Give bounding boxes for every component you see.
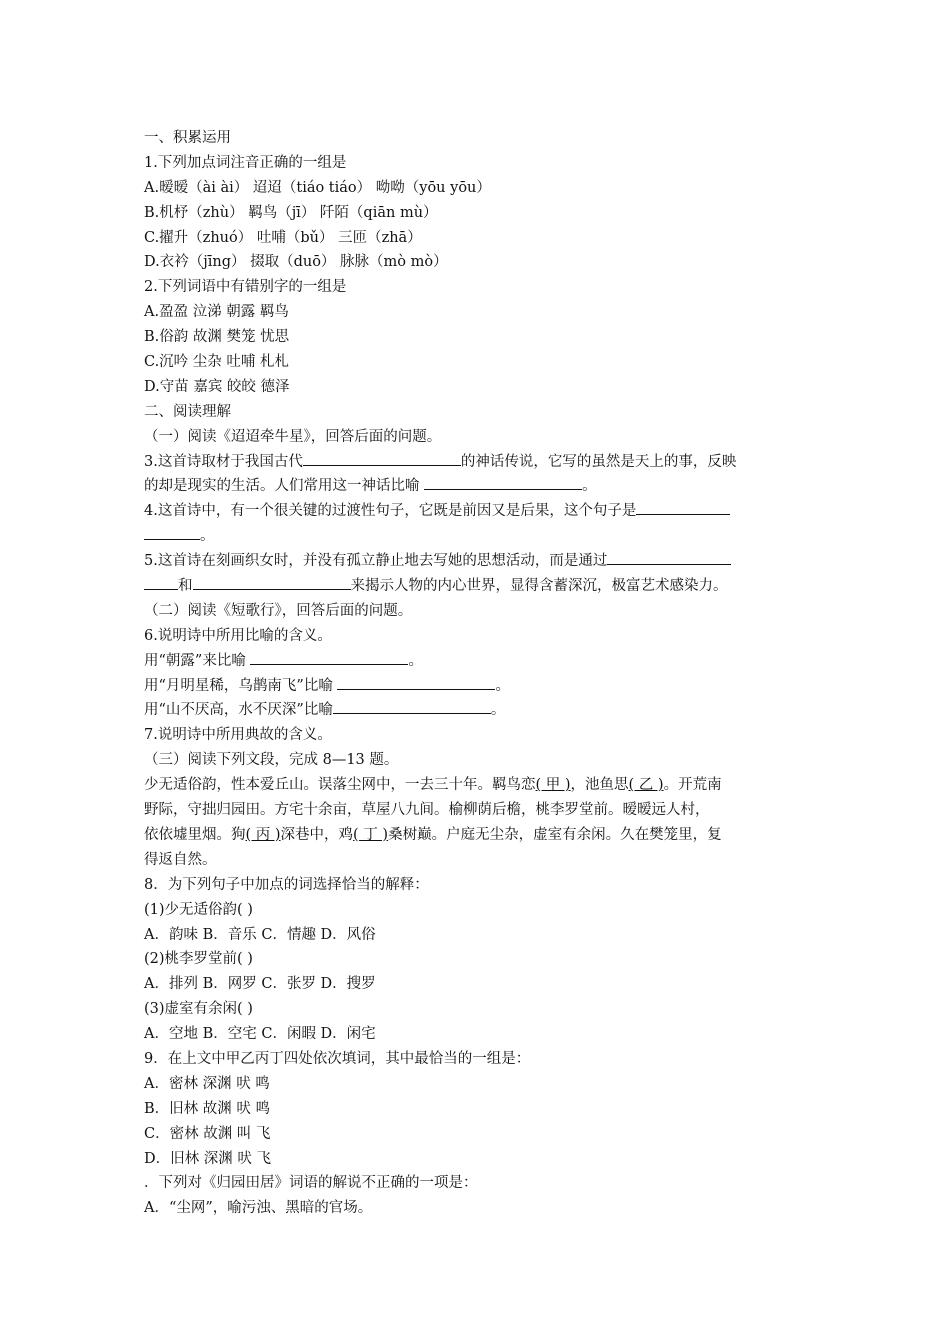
passage-2-heading: （二）阅读《短歌行》，回答后面的问题。	[144, 602, 413, 619]
question-7-stem: 7.说明诗中所用典故的含义。	[144, 727, 332, 744]
question-8-stem: 8．为下列句子中加点的词选择恰当的解释：	[144, 876, 429, 893]
answer-blank[interactable]	[144, 574, 178, 590]
question-1-stem: 1.下列加点词注音正确的一组是	[144, 154, 347, 171]
question-9-stem: 9．在上文中甲乙丙丁四处依次填词，其中最恰当的一组是：	[144, 1050, 531, 1067]
blank-marker-jia: ( 甲 )	[535, 777, 571, 794]
question-6-text-3: 用“山不厌高，水不厌深”比喻	[144, 702, 333, 719]
blank-marker-ding: ( 丁 )	[353, 826, 389, 843]
passage-3-line-2: 野际，守拙归园田。方宅十余亩，草屋八九间。榆柳荫后檐，桃李罗堂前。暧暧远人村，	[144, 802, 710, 819]
passage-3-line-1	[144, 773, 810, 798]
answer-blank[interactable]	[607, 549, 731, 565]
passage-text: 。开荒南	[663, 777, 722, 794]
passage-1-heading: （一）阅读《迢迢牵牛星》，回答后面的问题。	[144, 428, 442, 445]
question-8-sub-2: (2)桃李罗堂前( )	[144, 951, 253, 968]
question-6-end-3: 。	[490, 702, 506, 719]
answer-blank[interactable]	[424, 474, 582, 490]
question-3-text-1: 3.这首诗取材于我国古代	[144, 453, 303, 470]
question-9-option-b: B．旧林 故渊 吠 鸣	[144, 1100, 270, 1117]
passage-text: 桑树巅。户庭无尘杂，虚室有余闲。久在樊笼里，复	[388, 826, 722, 843]
passage-3-heading: （三）阅读下列文段，完成 8—13 题。	[144, 752, 399, 769]
question-6-line-3	[144, 698, 810, 723]
question-8-sub-3: (3)虚室有余闲( )	[144, 1001, 253, 1018]
question-6-text-1: 用“朝露”来比喻	[144, 652, 251, 669]
question-1-option-c: C.擢升（zhuó） 吐哺（bǔ） 三匝（zhā）	[144, 229, 422, 246]
passage-text: 依依墟里烟。狗	[144, 826, 246, 843]
blank-marker-yi: ( 乙 )	[628, 777, 664, 794]
question-3-text-2: 的神话传说，它写的虽然是天上的事，反映	[460, 453, 737, 470]
question-1-option-a: A.暧暧（ài ài） 迢迢（tiáo tiáo） 呦呦（yōu yōu）	[144, 179, 491, 196]
question-5-text-2: 来揭示人物的内心世界，显得含蓄深沉，极富艺术感染力。	[350, 578, 728, 595]
passage-text: 深巷中，鸡	[280, 826, 354, 843]
blank-marker-bing: ( 丙 )	[245, 826, 281, 843]
question-5-line-2	[144, 574, 810, 599]
answer-blank[interactable]	[333, 698, 491, 714]
section-heading-accumulation: 一、积累运用	[144, 130, 231, 146]
passage-text: 少无适俗韵，性本爱丘山。误落尘网中，一去三十年。羁鸟恋	[144, 777, 536, 794]
question-8-sub-1: (1)少无适俗韵( )	[144, 901, 253, 918]
question-10-option-a: A．“尘网”，喻污浊、黑暗的官场。	[144, 1200, 373, 1217]
question-6-line-1	[144, 649, 810, 674]
question-2-option-d: D.守苗 嘉宾 皎皎 德泽	[144, 378, 290, 395]
document-page	[144, 126, 810, 1221]
answer-blank[interactable]	[303, 450, 461, 466]
question-2-option-a: A.盈盈 泣涕 朝露 羁鸟	[144, 304, 289, 321]
question-4-line-1	[144, 499, 810, 524]
answer-blank[interactable]	[193, 574, 351, 590]
question-6-line-2	[144, 674, 810, 699]
question-5-line-1	[144, 549, 810, 574]
question-10-stem: ．下列对《归园田居》词语的解说不正确的一项是：	[144, 1175, 478, 1192]
question-2-option-c: C.沉吟 尘杂 吐哺 札札	[144, 354, 290, 371]
answer-blank[interactable]	[636, 499, 730, 515]
question-3-text-3: 的却是现实的生活。人们常用这一神话比喻	[144, 478, 425, 495]
answer-blank[interactable]	[337, 674, 495, 690]
question-6-end-2: 。	[495, 677, 510, 694]
answer-blank[interactable]	[144, 524, 200, 540]
passage-text: ，池鱼思	[570, 777, 629, 794]
question-6-stem: 6.说明诗中所用比喻的含义。	[144, 627, 332, 644]
question-3-line-1	[144, 450, 810, 475]
passage-3-line-3	[144, 823, 810, 848]
question-5-he: 和	[178, 578, 193, 595]
question-9-option-c: C．密林 故渊 叫 飞	[144, 1125, 271, 1142]
question-3-end: 。	[582, 478, 597, 495]
question-9-option-a: A．密林 深渊 吠 鸣	[144, 1075, 270, 1092]
question-4-line-2	[144, 524, 810, 549]
question-4-end: 。	[200, 528, 215, 545]
question-6-end-1: 。	[408, 652, 423, 669]
passage-3-line-4: 得返自然。	[144, 851, 217, 868]
question-5-text-1: 5.这首诗在刻画织女时，并没有孤立静止地去写她的思想活动，而是通过	[144, 553, 608, 570]
question-1-option-d: D.衣衿（jīng） 掇取（duō） 脉脉（mò mò）	[144, 254, 448, 271]
question-4-text: 4.这首诗中，有一个很关键的过渡性句子，它既是前因又是后果，这个句子是	[144, 503, 637, 520]
question-2-stem: 2.下列词语中有错别字的一组是	[144, 279, 347, 296]
question-6-text-2: 用“月明星稀，乌鹊南飞”比喻	[144, 677, 338, 694]
question-8-options-3: A．空地 B．空宅 C．闲暇 D．闲宅	[144, 1026, 376, 1043]
question-8-options-2: A．排列 B．网罗 C．张罗 D．搜罗	[144, 976, 376, 993]
answer-blank[interactable]	[250, 649, 408, 665]
question-3-line-2	[144, 474, 810, 499]
question-8-options-1: A．韵味 B．音乐 C．情趣 D．风俗	[144, 926, 376, 943]
section-heading-reading: 二、阅读理解	[144, 403, 231, 420]
question-2-option-b: B.俗韵 故渊 樊笼 忧思	[144, 329, 290, 346]
question-1-option-b: B.机杼（zhù） 羁鸟（jī） 阡陌（qiān mù）	[144, 204, 438, 221]
question-9-option-d: D．旧林 深渊 吠 飞	[144, 1150, 271, 1167]
